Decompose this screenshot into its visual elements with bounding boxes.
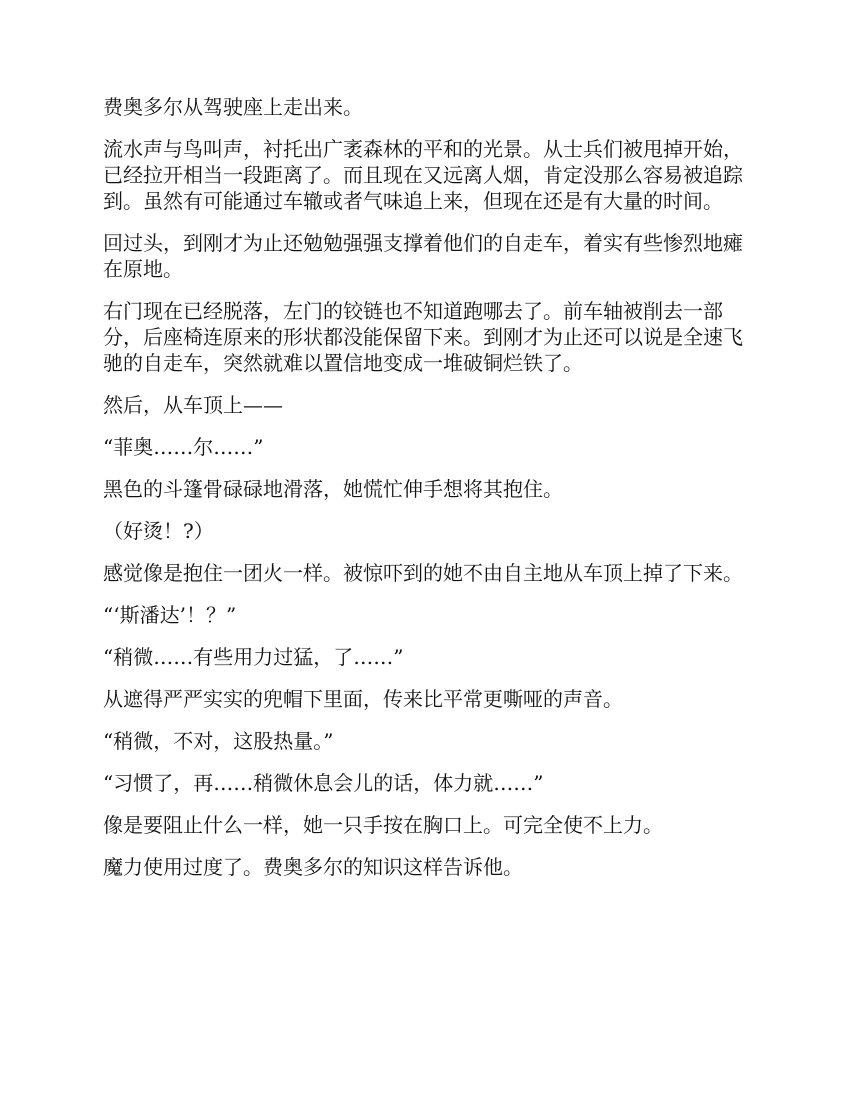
paragraph-14: “习惯了，再……稍微休息会儿的话，体力就……”: [103, 771, 544, 795]
paragraph-2: 流水声与鸟叫声，衬托出广袤森林的平和的光景。从士兵们被甩掉开始，已经拉开相当一段距离了。而且现在又远离人烟，肯定没那么容易被追踪到。虽然有可能通过车辙或者气味追上来，但现在还是有大量的时间。: [103, 137, 743, 213]
paragraph-13: “稍微，不对，这股热量。”: [103, 729, 334, 753]
paragraph-5: 然后，从车顶上——: [103, 393, 283, 417]
paragraph-16: 魔力使用过度了。费奥多尔的知识这样告诉他。: [103, 855, 523, 879]
paragraph-4: 右门现在已经脱落，左门的铰链也不知道跑哪去了。前车轴被削去一部分，后座椅连原来的形状都没能保留下来。到刚才为止还可以说是全速飞驰的自走车，突然就难以置信地变成一堆破铜烂铁了。: [103, 299, 743, 375]
paragraph-8: （好烫！?）: [103, 519, 214, 543]
paragraph-6: “菲奥……尔……”: [103, 435, 264, 459]
paragraph-11: “稍微……有些用力过猛，了……”: [103, 645, 404, 669]
paragraph-9: 感觉像是抱住一团火一样。被惊吓到的她不由自主地从车顶上掉了下来。: [103, 561, 743, 585]
paragraph-10: “‘斯潘达’！？”: [103, 603, 237, 627]
paragraph-12: 从遮得严严实实的兜帽下里面，传来比平常更嘶哑的声音。: [103, 687, 623, 711]
paragraph-3: 回过头，到刚才为止还勉勉强强支撑着他们的自走车，着实有些惨烈地瘫在原地。: [103, 231, 743, 281]
paragraph-7: 黑色的斗篷骨碌碌地滑落，她慌忙伸手想将其抱住。: [103, 477, 563, 501]
document-body: [103, 94, 753, 896]
paragraph-1: 费奥多尔从驾驶座上走出来。: [103, 95, 363, 119]
paragraph-15: 像是要阻止什么一样，她一只手按在胸口上。可完全使不上力。: [103, 813, 663, 837]
